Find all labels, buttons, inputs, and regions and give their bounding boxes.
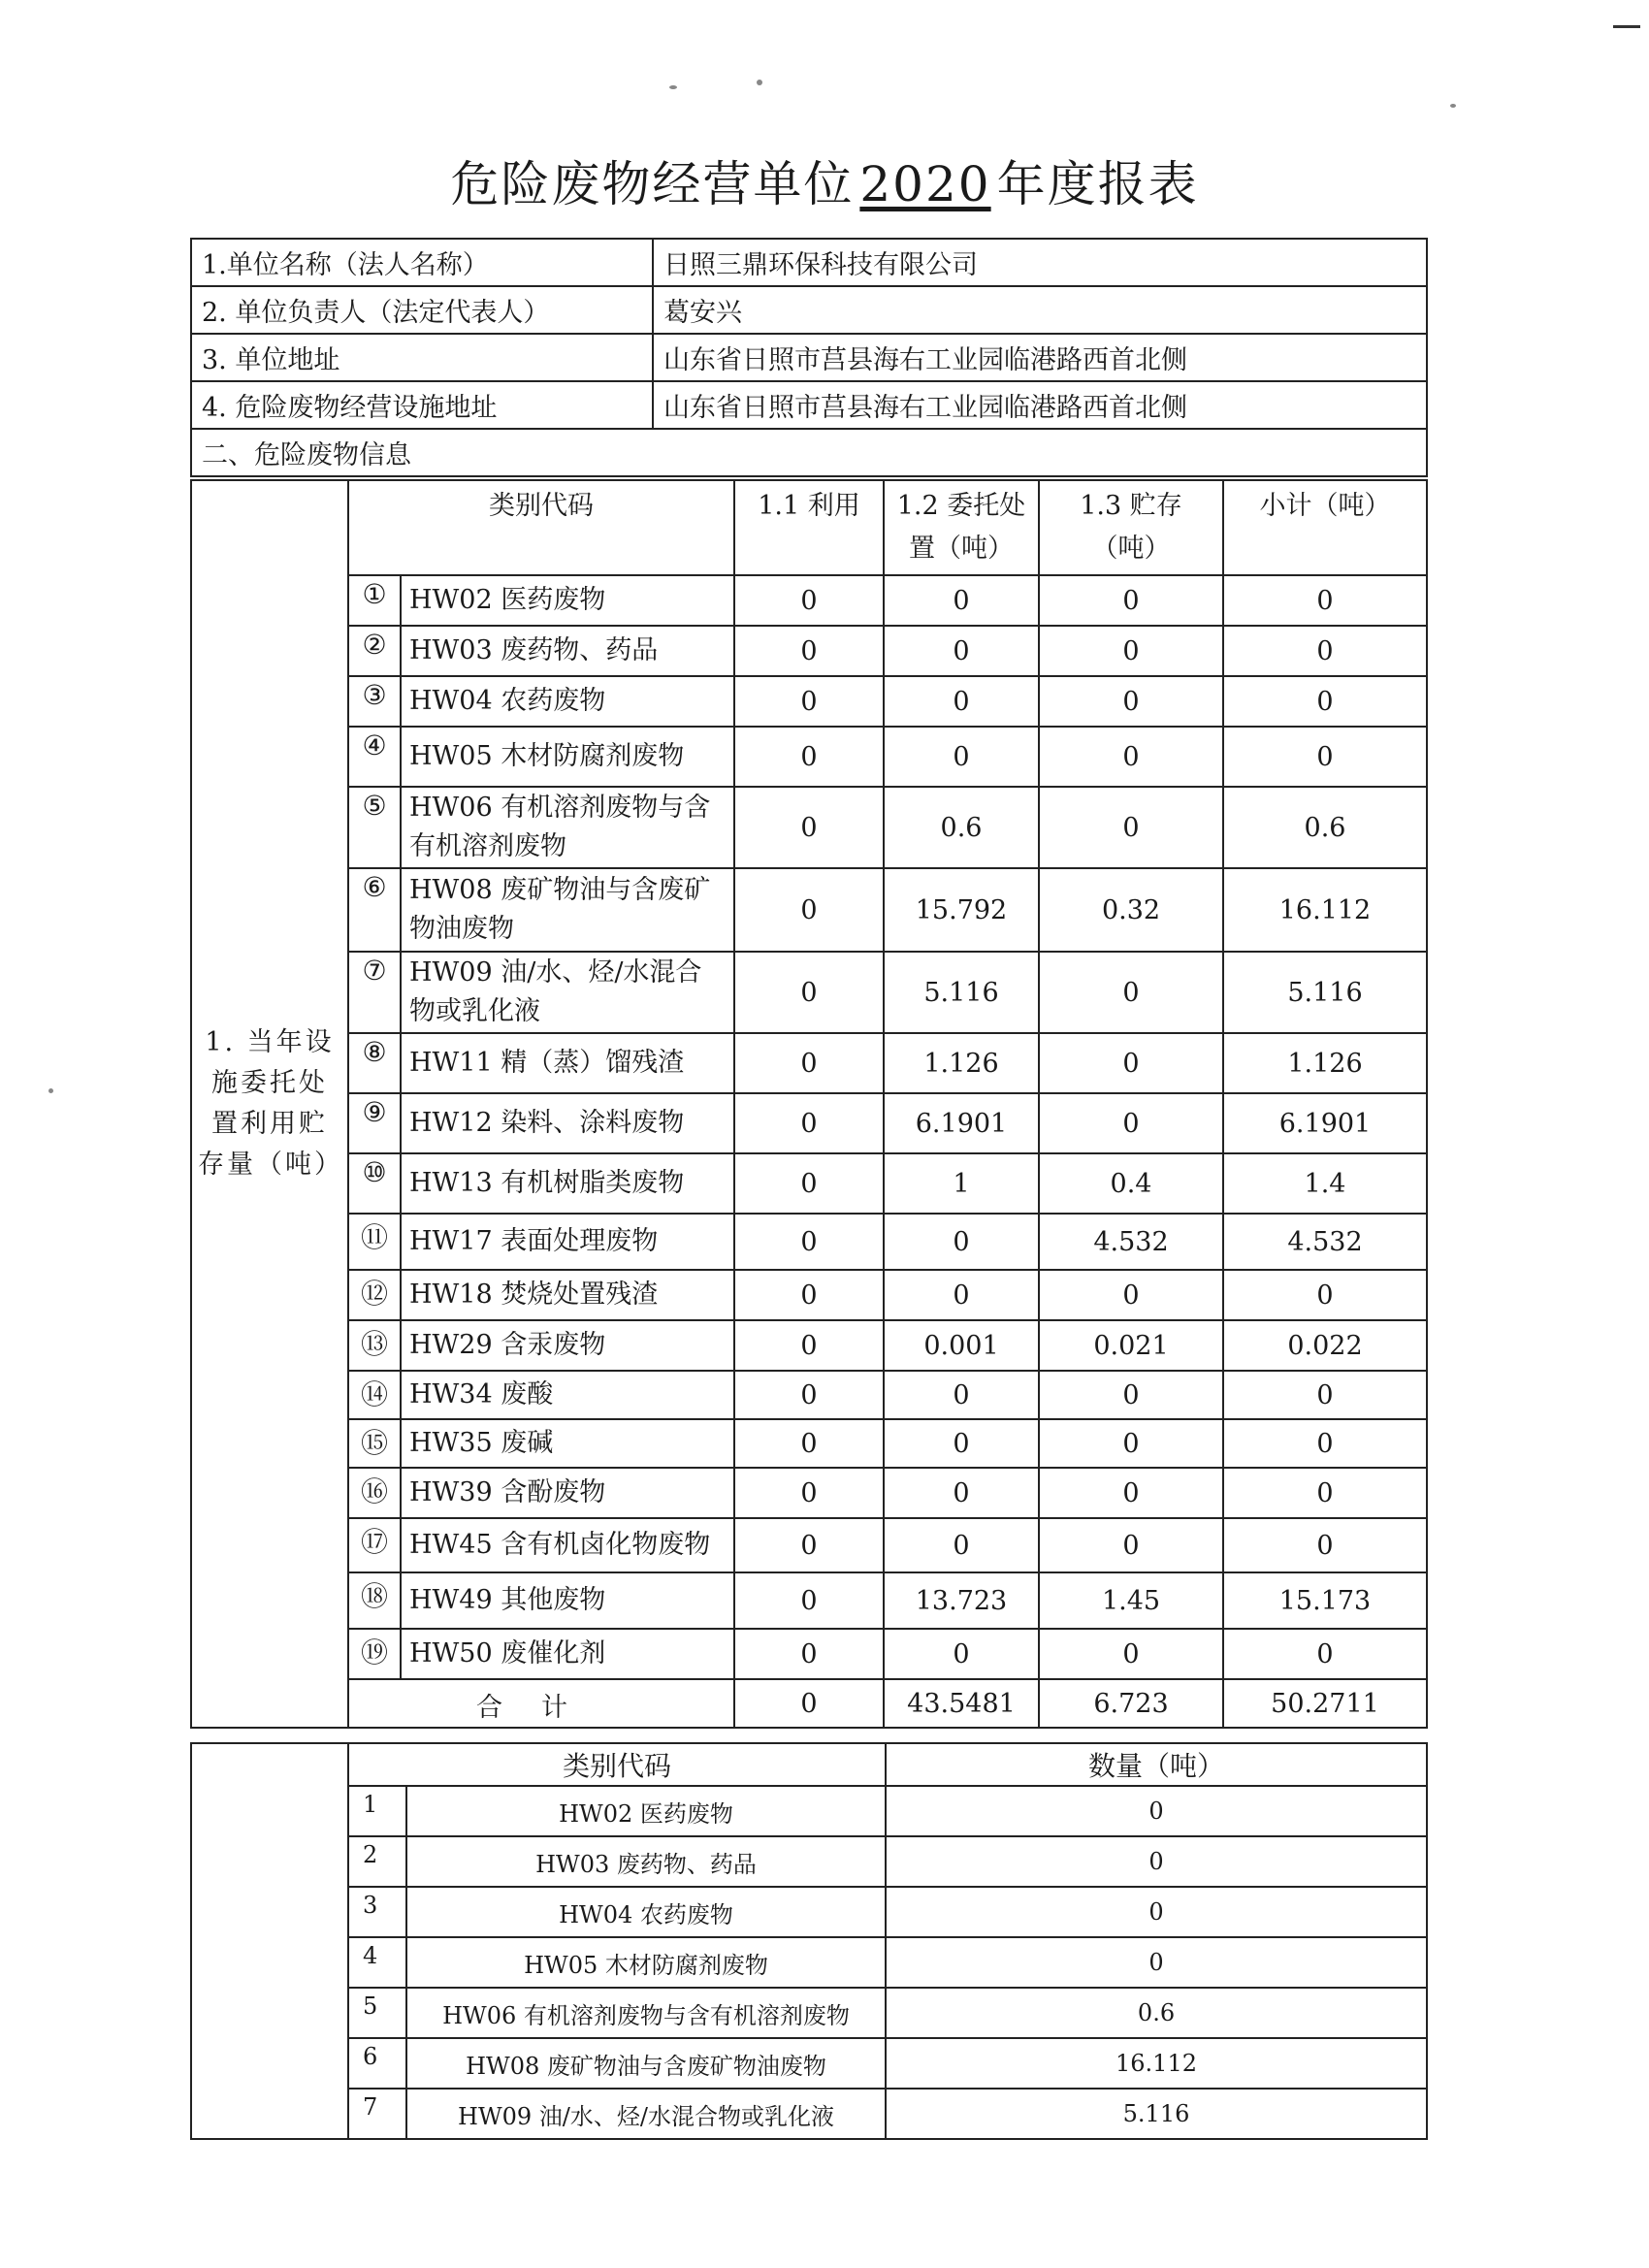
info-value: 日照三鼎环保科技有限公司 <box>653 239 1427 286</box>
row-subtotal: 0.022 <box>1223 1320 1427 1371</box>
row-category: HW02 医药废物 <box>401 575 734 626</box>
row-use: 0 <box>734 1153 884 1214</box>
scan-speck <box>757 80 762 85</box>
left-header: 1. 当年设施委托处置利用贮存量（吨） <box>191 480 348 1728</box>
row-store: 0 <box>1039 676 1223 727</box>
row-category: HW03 废药物、药品 <box>401 626 734 676</box>
col-header-subtotal: 小计（吨） <box>1223 480 1427 575</box>
table-row <box>191 868 1427 952</box>
summary-row-qty: 0 <box>886 1887 1427 1937</box>
row-number: ② <box>348 626 401 676</box>
row-number: ⑰ <box>348 1518 401 1572</box>
row-store: 0 <box>1039 787 1223 868</box>
row-number: ⑧ <box>348 1033 401 1093</box>
total-row <box>191 1679 1427 1728</box>
row-store: 0.32 <box>1039 868 1223 952</box>
header-row <box>191 480 1427 575</box>
row-entrust: 0 <box>884 1468 1039 1518</box>
table-row <box>191 1093 1427 1153</box>
row-subtotal: 15.173 <box>1223 1572 1427 1629</box>
row-entrust: 0 <box>884 727 1039 787</box>
row-entrust: 15.792 <box>884 868 1039 952</box>
row-use: 0 <box>734 1629 884 1679</box>
row-entrust: 0 <box>884 1371 1039 1419</box>
row-category: HW39 含酚废物 <box>401 1468 734 1518</box>
row-subtotal: 0 <box>1223 1468 1427 1518</box>
info-value: 山东省日照市莒县海右工业园临港路西首北侧 <box>653 381 1427 429</box>
row-store: 0 <box>1039 575 1223 626</box>
col-header-category: 类别代码 <box>348 480 734 575</box>
row-entrust: 1.126 <box>884 1033 1039 1093</box>
row-category: HW49 其他废物 <box>401 1572 734 1629</box>
total-subtotal: 50.2711 <box>1223 1679 1427 1728</box>
info-value: 葛安兴 <box>653 286 1427 334</box>
row-number: ⑱ <box>348 1572 401 1629</box>
summary-row-qty: 0 <box>886 1786 1427 1836</box>
summary-row-category: HW05 木材防腐剂废物 <box>406 1937 886 1988</box>
row-category: HW13 有机树脂类废物 <box>401 1153 734 1214</box>
title-prefix: 危险废物经营单位 <box>450 156 855 212</box>
row-number: ⑭ <box>348 1371 401 1419</box>
row-category: HW06 有机溶剂废物与含有机溶剂废物 <box>401 787 734 868</box>
summary-row <box>191 1937 1427 1988</box>
row-store: 0 <box>1039 1371 1223 1419</box>
hazardous-waste-table <box>190 479 1428 1729</box>
table-row <box>191 1572 1427 1629</box>
row-category: HW45 含有机卤化物废物 <box>401 1518 734 1572</box>
info-value: 山东省日照市莒县海右工业园临港路西首北侧 <box>653 334 1427 381</box>
title-suffix: 年度报表 <box>996 156 1199 212</box>
row-use: 0 <box>734 1518 884 1572</box>
row-use: 0 <box>734 1468 884 1518</box>
row-use: 0 <box>734 575 884 626</box>
table-row <box>191 1629 1427 1679</box>
row-number: ⑨ <box>348 1093 401 1153</box>
row-use: 0 <box>734 1572 884 1629</box>
row-use: 0 <box>734 868 884 952</box>
summary-left-blank <box>191 1743 348 2139</box>
table-row <box>191 626 1427 676</box>
table-row <box>191 575 1427 626</box>
summary-col-header-category: 类别代码 <box>348 1743 886 1786</box>
row-number: ⑤ <box>348 787 401 868</box>
row-number: ⑪ <box>348 1214 401 1270</box>
summary-row <box>191 1786 1427 1836</box>
summary-row-number: 7 <box>348 2089 406 2139</box>
table-row <box>191 1270 1427 1320</box>
table-row <box>191 1419 1427 1468</box>
scan-speck <box>1450 104 1456 108</box>
summary-row-category: HW09 油/水、烃/水混合物或乳化液 <box>406 2089 886 2139</box>
summary-row-qty: 0.6 <box>886 1988 1427 2038</box>
row-use: 0 <box>734 1371 884 1419</box>
summary-row-category: HW06 有机溶剂废物与含有机溶剂废物 <box>406 1988 886 2038</box>
row-category: HW18 焚烧处置残渣 <box>401 1270 734 1320</box>
row-number: ⑩ <box>348 1153 401 1214</box>
row-number: ⑬ <box>348 1320 401 1371</box>
total-entrust: 43.5481 <box>884 1679 1039 1728</box>
row-category: HW11 精（蒸）馏残渣 <box>401 1033 734 1093</box>
summary-header-row <box>191 1743 1427 1786</box>
row-number: ⑥ <box>348 868 401 952</box>
summary-row-number: 3 <box>348 1887 406 1937</box>
row-number: ① <box>348 575 401 626</box>
table-row <box>191 952 1427 1033</box>
summary-row-number: 5 <box>348 1988 406 2038</box>
row-subtotal: 0.6 <box>1223 787 1427 868</box>
table-row <box>191 1468 1427 1518</box>
row-store: 0 <box>1039 1468 1223 1518</box>
row-entrust: 6.1901 <box>884 1093 1039 1153</box>
row-category: HW05 木材防腐剂废物 <box>401 727 734 787</box>
row-entrust: 0 <box>884 626 1039 676</box>
row-use: 0 <box>734 1270 884 1320</box>
row-subtotal: 0 <box>1223 575 1427 626</box>
table-row <box>191 727 1427 787</box>
unit-info-table <box>190 238 1428 477</box>
info-row <box>191 239 1427 286</box>
row-subtotal: 4.532 <box>1223 1214 1427 1270</box>
row-store: 0 <box>1039 626 1223 676</box>
row-store: 0.021 <box>1039 1320 1223 1371</box>
row-entrust: 0 <box>884 676 1039 727</box>
row-store: 0 <box>1039 1270 1223 1320</box>
summary-row <box>191 1887 1427 1937</box>
row-entrust: 1 <box>884 1153 1039 1214</box>
row-subtotal: 16.112 <box>1223 868 1427 952</box>
table-row <box>191 1371 1427 1419</box>
row-subtotal: 1.126 <box>1223 1033 1427 1093</box>
summary-row-category: HW02 医药废物 <box>406 1786 886 1836</box>
row-entrust: 0 <box>884 1518 1039 1572</box>
row-entrust: 0 <box>884 1419 1039 1468</box>
table-row <box>191 1153 1427 1214</box>
info-row <box>191 286 1427 334</box>
row-use: 0 <box>734 1033 884 1093</box>
info-row <box>191 334 1427 381</box>
row-category: HW09 油/水、烃/水混合物或乳化液 <box>401 952 734 1033</box>
row-use: 0 <box>734 676 884 727</box>
summary-row <box>191 2089 1427 2139</box>
row-use: 0 <box>734 952 884 1033</box>
page-title <box>0 146 1649 215</box>
row-use: 0 <box>734 787 884 868</box>
row-subtotal: 5.116 <box>1223 952 1427 1033</box>
title-year: 2020 <box>859 156 991 212</box>
summary-row-qty: 5.116 <box>886 2089 1427 2139</box>
section-title-row <box>191 429 1427 476</box>
info-label: 1.单位名称（法人名称） <box>191 239 653 286</box>
total-label: 合计 <box>348 1679 734 1728</box>
row-store: 0 <box>1039 952 1223 1033</box>
row-store: 0 <box>1039 1518 1223 1572</box>
row-subtotal: 0 <box>1223 1419 1427 1468</box>
row-store: 4.532 <box>1039 1214 1223 1270</box>
summary-row-category: HW08 废矿物油与含废矿物油废物 <box>406 2038 886 2089</box>
summary-row <box>191 2038 1427 2089</box>
row-entrust: 0 <box>884 1270 1039 1320</box>
summary-row-qty: 0 <box>886 1836 1427 1887</box>
row-subtotal: 0 <box>1223 1629 1427 1679</box>
row-store: 0 <box>1039 1629 1223 1679</box>
row-use: 0 <box>734 1093 884 1153</box>
row-entrust: 0.6 <box>884 787 1039 868</box>
row-store: 1.45 <box>1039 1572 1223 1629</box>
summary-row <box>191 1836 1427 1887</box>
info-row <box>191 381 1427 429</box>
summary-row <box>191 1988 1427 2038</box>
row-subtotal: 0 <box>1223 727 1427 787</box>
row-store: 0 <box>1039 1093 1223 1153</box>
row-category: HW08 废矿物油与含废矿物油废物 <box>401 868 734 952</box>
col-header-store: 1.3 贮存（吨） <box>1039 480 1223 575</box>
row-use: 0 <box>734 1320 884 1371</box>
row-category: HW04 农药废物 <box>401 676 734 727</box>
row-number: ⑦ <box>348 952 401 1033</box>
row-category: HW34 废酸 <box>401 1371 734 1419</box>
row-entrust: 0 <box>884 1214 1039 1270</box>
col-header-use: 1.1 利用 <box>734 480 884 575</box>
summary-row-number: 6 <box>348 2038 406 2089</box>
section-title: 二、危险废物信息 <box>191 429 1427 476</box>
summary-row-qty: 16.112 <box>886 2038 1427 2089</box>
info-label: 4. 危险废物经营设施地址 <box>191 381 653 429</box>
col-header-entrust: 1.2 委托处置（吨） <box>884 480 1039 575</box>
row-number: ⑮ <box>348 1419 401 1468</box>
row-category: HW29 含汞废物 <box>401 1320 734 1371</box>
row-entrust: 0 <box>884 1629 1039 1679</box>
row-use: 0 <box>734 1419 884 1468</box>
total-use: 0 <box>734 1679 884 1728</box>
row-subtotal: 6.1901 <box>1223 1093 1427 1153</box>
row-number: ④ <box>348 727 401 787</box>
row-subtotal: 0 <box>1223 626 1427 676</box>
row-subtotal: 0 <box>1223 1518 1427 1572</box>
row-subtotal: 1.4 <box>1223 1153 1427 1214</box>
row-store: 0 <box>1039 1033 1223 1093</box>
row-store: 0 <box>1039 1419 1223 1468</box>
row-use: 0 <box>734 727 884 787</box>
table-row <box>191 1033 1427 1093</box>
summary-row-number: 4 <box>348 1937 406 1988</box>
summary-row-category: HW04 农药废物 <box>406 1887 886 1937</box>
table-row <box>191 1214 1427 1270</box>
row-category: HW17 表面处理废物 <box>401 1214 734 1270</box>
row-number: ⑯ <box>348 1468 401 1518</box>
total-store: 6.723 <box>1039 1679 1223 1728</box>
summary-row-category: HW03 废药物、药品 <box>406 1836 886 1887</box>
row-number: ⑲ <box>348 1629 401 1679</box>
summary-row-number: 1 <box>348 1786 406 1836</box>
table-row <box>191 787 1427 868</box>
info-label: 3. 单位地址 <box>191 334 653 381</box>
row-entrust: 0.001 <box>884 1320 1039 1371</box>
row-use: 0 <box>734 626 884 676</box>
row-use: 0 <box>734 1214 884 1270</box>
row-subtotal: 0 <box>1223 1371 1427 1419</box>
row-subtotal: 0 <box>1223 676 1427 727</box>
summary-row-qty: 0 <box>886 1937 1427 1988</box>
row-entrust: 0 <box>884 575 1039 626</box>
info-label: 2. 单位负责人（法定代表人） <box>191 286 653 334</box>
summary-col-header-qty: 数量（吨） <box>886 1743 1427 1786</box>
summary-row-number: 2 <box>348 1836 406 1887</box>
row-category: HW50 废催化剂 <box>401 1629 734 1679</box>
row-store: 0.4 <box>1039 1153 1223 1214</box>
row-store: 0 <box>1039 727 1223 787</box>
row-entrust: 5.116 <box>884 952 1039 1033</box>
table-row <box>191 1518 1427 1572</box>
row-entrust: 13.723 <box>884 1572 1039 1629</box>
row-category: HW35 废碱 <box>401 1419 734 1468</box>
row-number: ③ <box>348 676 401 727</box>
table-row <box>191 676 1427 727</box>
scan-mark <box>1613 25 1640 28</box>
summary-table <box>190 1742 1428 2140</box>
scan-speck <box>669 85 677 89</box>
row-category: HW12 染料、涂料废物 <box>401 1093 734 1153</box>
row-subtotal: 0 <box>1223 1270 1427 1320</box>
table-row <box>191 1320 1427 1371</box>
scan-speck <box>48 1088 53 1093</box>
row-number: ⑫ <box>348 1270 401 1320</box>
